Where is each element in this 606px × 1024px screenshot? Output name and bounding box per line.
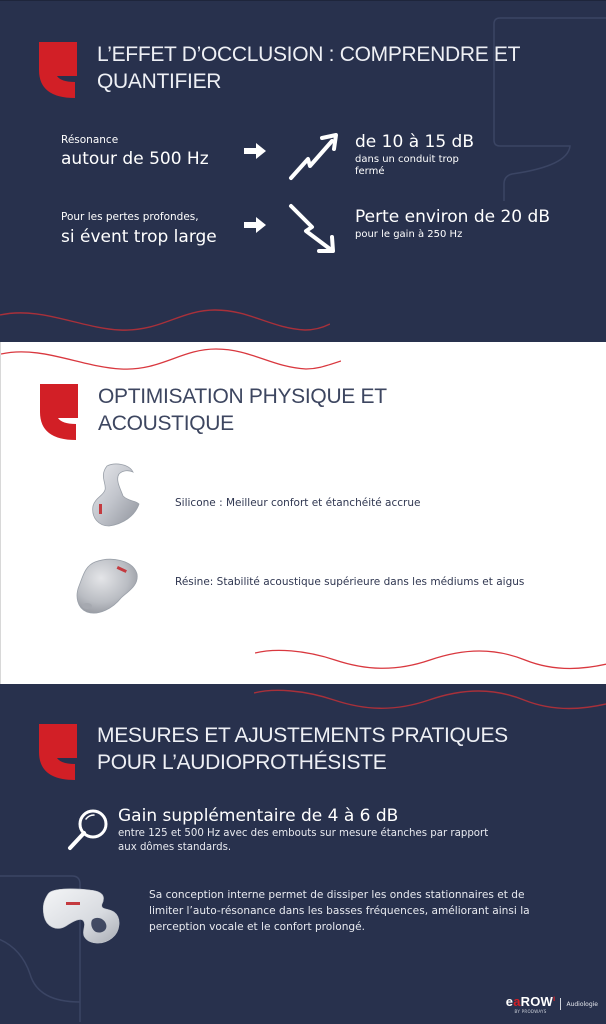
title-line-2: ACOUSTIQUE bbox=[98, 412, 234, 435]
resin-earmold-image bbox=[75, 556, 141, 618]
title-line-1: L’EFFET D’OCCLUSION : COMPRENDRE ET bbox=[97, 43, 521, 66]
gain-loss-value: Perte environ de 20 dB bbox=[355, 207, 550, 227]
arrow-right-icon bbox=[244, 217, 266, 233]
section-practical-measures bbox=[0, 684, 606, 1024]
section-physical-acoustic bbox=[0, 342, 606, 684]
section-occlusion-effect bbox=[0, 0, 606, 342]
trend-down-zigzag-icon bbox=[288, 203, 338, 255]
design-description: Sa conception interne permet de dissiper les ondes stationnaires et de limiter l’auto-résonance dans les basses fréquences, améliorant ainsi la perception vocale et le confort prolongé. bbox=[149, 889, 530, 933]
quote-marker-icon bbox=[39, 724, 77, 780]
earmold-image bbox=[42, 886, 124, 948]
resonance-label: Résonance bbox=[61, 134, 119, 146]
title-line-1: OPTIMISATION PHYSIQUE ET bbox=[98, 385, 387, 408]
decorative-wave bbox=[255, 642, 606, 682]
section-title bbox=[97, 722, 508, 776]
profound-loss-label: Pour les pertes profondes, bbox=[61, 211, 199, 223]
brand-divider bbox=[560, 998, 561, 1010]
quote-marker-icon bbox=[40, 384, 78, 440]
title-line-1: MESURES ET AJUSTEMENTS PRATIQUES bbox=[97, 724, 508, 747]
section-title bbox=[97, 41, 520, 95]
arrow-right-icon bbox=[244, 143, 266, 159]
decorative-wave bbox=[0, 306, 330, 342]
resonance-gain-value: de 10 à 15 dB bbox=[355, 132, 474, 152]
trend-up-zigzag-icon bbox=[288, 133, 340, 181]
resonance-gain-note: dans un conduit trop fermé bbox=[355, 154, 459, 177]
title-line-2: QUANTIFIER bbox=[97, 70, 222, 93]
silicone-earmold-image bbox=[85, 462, 143, 532]
decorative-wave bbox=[254, 684, 606, 720]
silicone-description: Silicone : Meilleur confort et étanchéité accrue bbox=[175, 497, 421, 509]
gain-description: entre 125 et 500 Hz avec des embouts sur mesure étanches par rapport aux dômes standards. bbox=[118, 828, 489, 853]
brand-wordmark: eaROW$^ı$ BY PRODWAYS bbox=[505, 994, 556, 1014]
resin-description: Résine: Stabilité acoustique supérieure dans les médiums et aigus bbox=[175, 576, 525, 588]
section-title bbox=[98, 383, 387, 437]
vent-too-large: si évent trop large bbox=[61, 227, 217, 247]
gain-loss-note: pour le gain à 250 Hz bbox=[355, 229, 463, 240]
brand-logo bbox=[506, 994, 598, 1014]
title-line-2: POUR L’AUDIOPROTHÉSISTE bbox=[97, 751, 387, 774]
decorative-wave bbox=[1, 345, 341, 385]
brand-tagline: Audiologie bbox=[566, 1000, 598, 1008]
quote-marker-icon bbox=[39, 42, 77, 98]
gain-title: Gain supplémentaire de 4 à 6 dB bbox=[118, 806, 399, 826]
magnifier-icon bbox=[66, 808, 110, 852]
resonance-frequency: autour de 500 Hz bbox=[61, 149, 209, 169]
